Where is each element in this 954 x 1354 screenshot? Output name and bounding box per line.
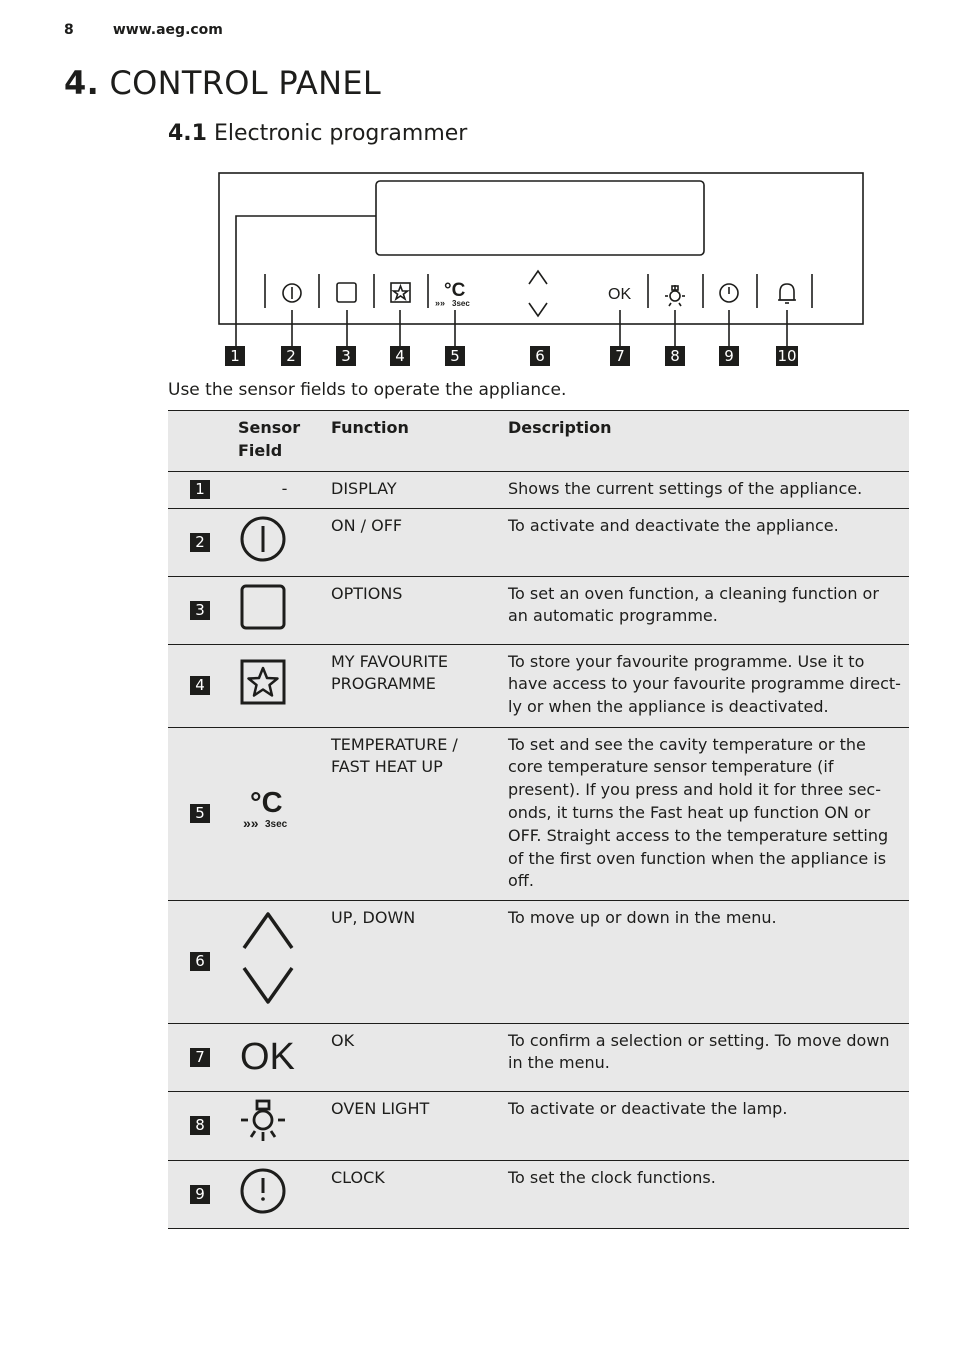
row-number-badge: 3 bbox=[190, 601, 210, 620]
callout-5: 5 bbox=[445, 346, 465, 366]
svg-text:OK: OK bbox=[240, 1035, 295, 1077]
description-cell: To store your favourite programme. Use it to have access to your favourite programme direct-ly or when the appliance is deactivated. bbox=[508, 644, 909, 727]
svg-text:»»: »» bbox=[435, 298, 446, 308]
function-cell: OK bbox=[331, 1023, 508, 1091]
table-row bbox=[168, 1023, 909, 1091]
description-cell: To set the clock functions. bbox=[508, 1160, 909, 1228]
header-sensor-field: Sensor Field bbox=[238, 411, 331, 472]
description-cell: To activate and deactivate the appliance. bbox=[508, 508, 909, 576]
description-cell: To activate or deactivate the lamp. bbox=[508, 1091, 909, 1160]
display-dash: - bbox=[281, 478, 288, 498]
svg-text:3sec: 3sec bbox=[265, 819, 288, 831]
header-function: Function bbox=[331, 411, 508, 472]
function-cell: ON / OFF bbox=[331, 508, 508, 576]
panel-options-icon bbox=[337, 283, 356, 302]
row-number-badge: 6 bbox=[190, 952, 210, 971]
website-url[interactable]: www.aeg.com bbox=[112, 22, 223, 38]
callout-1: 1 bbox=[225, 346, 245, 366]
table-row bbox=[168, 900, 909, 1023]
sensor-table bbox=[168, 410, 909, 1229]
function-cell: OVEN LIGHT bbox=[331, 1091, 508, 1160]
panel-outline bbox=[219, 173, 863, 324]
control-panel-drawing bbox=[168, 160, 908, 360]
section-number: 4. bbox=[64, 64, 100, 102]
subsection-title bbox=[168, 121, 467, 146]
row-number-badge: 7 bbox=[190, 1048, 210, 1067]
function-cell: UP, DOWN bbox=[331, 900, 508, 1023]
panel-temp-symbol: °C bbox=[444, 280, 466, 301]
row-number-badge: 5 bbox=[190, 804, 210, 823]
svg-text:»»: »» bbox=[243, 815, 259, 832]
panel-fast-heat-text: 3sec bbox=[452, 299, 470, 308]
function-cell: CLOCK bbox=[331, 1160, 508, 1228]
intro-text: Use the sensor fields to operate the appliance. bbox=[168, 380, 567, 400]
panel-bell-icon bbox=[778, 284, 796, 303]
description-cell: To set an oven function, a cleaning function or an automatic programme. bbox=[508, 576, 909, 644]
panel-light-icon bbox=[665, 285, 685, 306]
subsection-number: 4.1 bbox=[168, 121, 207, 146]
ok-icon bbox=[238, 1031, 302, 1077]
function-cell: DISPLAY bbox=[331, 471, 508, 508]
power-icon bbox=[238, 514, 288, 564]
table-row bbox=[168, 508, 909, 576]
callout-9: 9 bbox=[719, 346, 739, 366]
panel-down-arrow bbox=[529, 303, 547, 316]
table-row bbox=[168, 576, 909, 644]
callout-6: 6 bbox=[530, 346, 550, 366]
row-number-badge: 8 bbox=[190, 1116, 210, 1135]
panel-power-icon bbox=[283, 284, 301, 302]
row-number-badge: 2 bbox=[190, 533, 210, 552]
table-row bbox=[168, 1160, 909, 1228]
page-header bbox=[64, 22, 223, 38]
control-panel-diagram bbox=[168, 160, 908, 380]
description-cell: Shows the current settings of the appliance. bbox=[508, 471, 909, 508]
temperature-fast-heat-icon bbox=[238, 780, 298, 840]
callout-8: 8 bbox=[665, 346, 685, 366]
page-number: 8 bbox=[64, 22, 74, 38]
table-row bbox=[168, 727, 909, 900]
display-window bbox=[376, 181, 704, 255]
table-row bbox=[168, 471, 909, 508]
leader-1 bbox=[236, 216, 376, 346]
panel-clock-icon bbox=[720, 284, 738, 302]
row-number-badge: 9 bbox=[190, 1185, 210, 1204]
table-row bbox=[168, 1091, 909, 1160]
section-title bbox=[64, 64, 381, 102]
header-description: Description bbox=[508, 411, 909, 472]
function-cell: TEMPERATURE / FAST HEAT UP bbox=[331, 727, 508, 900]
description-cell: To move up or down in the menu. bbox=[508, 900, 909, 1023]
svg-text:°C: °C bbox=[250, 787, 283, 820]
function-cell: MY FAVOURITE PROGRAMME bbox=[331, 644, 508, 727]
callout-10: 10 bbox=[777, 347, 797, 365]
panel-ok-text: OK bbox=[608, 286, 632, 303]
panel-favourite-icon bbox=[391, 283, 410, 302]
row-number-badge: 1 bbox=[190, 480, 210, 499]
clock-icon bbox=[238, 1166, 288, 1216]
row-number-badge: 4 bbox=[190, 676, 210, 695]
description-cell: To set and see the cavity temperature or the core temperature sensor temperature (if present). If you press and hold it for three sec-onds, it turns the Fast heat up function ON or OFF. Straight access to the temperature setting of the first oven function when the appliance is off. bbox=[508, 727, 909, 900]
callout-4: 4 bbox=[390, 346, 410, 366]
subsection-title-text: Electronic programmer bbox=[213, 121, 468, 146]
options-square-icon bbox=[238, 582, 288, 632]
description-cell: To confirm a selection or setting. To move down in the menu. bbox=[508, 1023, 909, 1091]
callout-7: 7 bbox=[610, 346, 630, 366]
callout-3: 3 bbox=[336, 346, 356, 366]
table-header-row bbox=[168, 411, 909, 472]
function-cell: OPTIONS bbox=[331, 576, 508, 644]
up-down-arrows-icon bbox=[238, 906, 298, 1010]
panel-up-arrow bbox=[529, 271, 547, 284]
callout-2: 2 bbox=[281, 346, 301, 366]
favourite-star-icon bbox=[238, 657, 288, 707]
section-title-text: CONTROL PANEL bbox=[109, 64, 381, 102]
table-row bbox=[168, 644, 909, 727]
oven-light-icon bbox=[238, 1097, 288, 1147]
